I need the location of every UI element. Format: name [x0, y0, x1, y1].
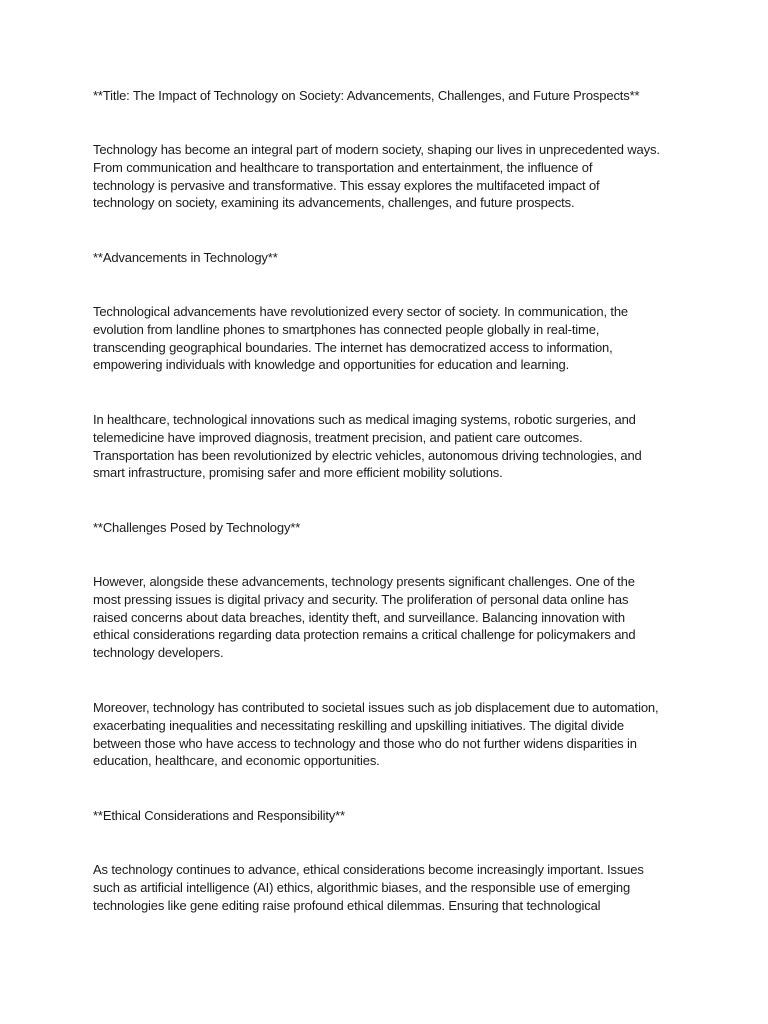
paragraph-line: between those who have access to technology and those who do not further widens disparities in: [93, 735, 637, 751]
paragraph-line: empowering individuals with knowledge and opportunities for education and learning.: [93, 357, 570, 373]
paragraph-line: Technological advancements have revolutionized every sector of society. In communication, the: [93, 304, 628, 319]
paragraph-line: As technology continues to advance, ethical considerations become increasingly important. Issues: [93, 862, 644, 877]
paragraph-line: such as artificial intelligence (AI) ethics, algorithmic biases, and the responsible use of emerging: [93, 879, 631, 895]
heading-challenges: [93, 519, 693, 537]
paragraph-line: most pressing issues is digital privacy and security. The proliferation of personal data online has: [93, 591, 629, 607]
paragraph-line: raised concerns about data breaches, identity theft, and surveillance. Balancing innovation with: [93, 609, 625, 625]
paragraph-line: technology developers.: [93, 645, 224, 661]
paragraph-line: In healthcare, technological innovations such as medical imaging systems, robotic surgeries, and: [93, 412, 636, 427]
paragraph-line: technologies like gene editing raise profound ethical dilemmas. Ensuring that technological: [93, 897, 601, 913]
paragraph-line: Technology has become an integral part of modern society, shaping our lives in unprecedented ways.: [93, 142, 660, 157]
paragraph-line: technology is pervasive and transformative. This essay explores the multifaceted impact of: [93, 177, 600, 193]
paragraph-line: Transportation has been revolutionized by electric vehicles, autonomous driving technologies, and: [93, 447, 642, 463]
paragraph-line: technology on society, examining its advancements, challenges, and future prospects.: [93, 195, 575, 211]
paragraph-line: transcending geographical boundaries. The internet has democratized access to information,: [93, 339, 613, 355]
paragraph-line: education, healthcare, and economic opportunities.: [93, 753, 380, 769]
title-line: **Title: The Impact of Technology on Society: Advancements, Challenges, and Future Prospects**: [93, 88, 640, 103]
heading-advancements: [93, 249, 693, 267]
document-title: [93, 87, 693, 105]
paragraph-line: evolution from landline phones to smartphones has connected people globally in real-time,: [93, 321, 600, 337]
heading-ethics: [93, 807, 693, 825]
paragraph-line: smart infrastructure, promising safer and more efficient mobility solutions.: [93, 465, 503, 481]
heading-line: **Advancements in Technology**: [93, 250, 278, 265]
heading-line: **Ethical Considerations and Responsibility**: [93, 808, 345, 823]
paragraph-line: ethical considerations regarding data protection remains a critical challenge for policymakers and: [93, 627, 636, 643]
paragraph-line: From communication and healthcare to transportation and entertainment, the influence of: [93, 159, 593, 175]
intro-paragraph: [93, 141, 693, 212]
challenges-paragraph-2: [93, 699, 693, 770]
challenges-paragraph-1: [93, 573, 693, 662]
ethics-paragraph-1: [93, 861, 693, 914]
paragraph-line: Moreover, technology has contributed to societal issues such as job displacement due to automation,: [93, 700, 659, 715]
advancements-paragraph-2: [93, 411, 693, 482]
heading-line: **Challenges Posed by Technology**: [93, 520, 301, 535]
paragraph-line: exacerbating inequalities and necessitating reskilling and upskilling initiatives. The digital divide: [93, 717, 624, 733]
advancements-paragraph-1: [93, 303, 693, 374]
paragraph-line: However, alongside these advancements, technology presents significant challenges. One of the: [93, 574, 635, 589]
paragraph-line: telemedicine have improved diagnosis, treatment precision, and patient care outcomes.: [93, 429, 583, 445]
